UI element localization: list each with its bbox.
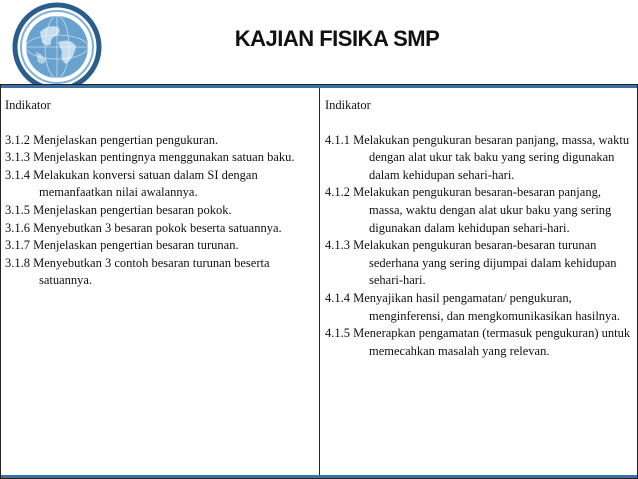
indicator-text: Menjelaskan pengertian besaran turunan. <box>33 238 239 253</box>
indicator-item <box>5 167 315 202</box>
indicator-text: Menjelaskan pengertian pengukuran. <box>33 132 219 147</box>
indicator-item <box>325 290 631 325</box>
indicator-item <box>5 237 315 255</box>
right-column-header: Indikator <box>325 98 371 112</box>
indicator-number: 3.1.3 <box>5 150 30 165</box>
slide-header <box>0 0 638 84</box>
indicator-item <box>5 220 315 238</box>
right-indicator-list <box>325 132 631 361</box>
indicator-number: 3.1.7 <box>5 238 30 253</box>
indicator-item <box>5 149 315 167</box>
left-column-header: Indikator <box>5 98 51 112</box>
indicator-item <box>325 184 631 237</box>
indicator-number: 3.1.5 <box>5 202 30 217</box>
bottom-accent-band <box>1 475 637 478</box>
indicator-number: 4.1.3 <box>325 238 350 253</box>
indicator-number: 4.1.1 <box>325 132 350 147</box>
indicator-number: 3.1.6 <box>5 220 30 235</box>
column-divider <box>319 88 320 475</box>
page-title: KAJIAN FISIKA SMP <box>234 26 440 51</box>
indicator-text: Menyajikan hasil pengamatan/ pengukuran, menginferensi, dan mengkomunikasikan hasilnya. <box>353 290 620 323</box>
indicator-item <box>325 325 631 360</box>
indicator-item <box>5 202 315 220</box>
indicator-table <box>0 84 638 479</box>
indicator-text: Melakukan pengukuran besaran-besaran panjang, massa, waktu dengan alat ukur baku yang sering digunakan dalam kehidupan sehari-hari. <box>353 185 612 235</box>
left-indicator-list <box>5 132 315 290</box>
indicator-number: 3.1.8 <box>5 255 30 270</box>
indicator-item <box>5 255 315 290</box>
left-column <box>5 97 315 290</box>
indicator-text: Menyebutkan 3 besaran pokok beserta satuannya. <box>33 220 282 235</box>
indicator-text: Melakukan konversi satuan dalam SI dengan memanfaatkan nilai awalannya. <box>33 167 258 200</box>
indicator-number: 3.1.4 <box>5 167 30 182</box>
indicator-item <box>5 132 315 150</box>
right-column <box>325 97 631 360</box>
indicator-text: Menerapkan pengamatan (termasuk pengukuran) untuk memecahkan masalah yang relevan. <box>353 326 631 358</box>
indicator-number: 4.1.2 <box>325 185 350 200</box>
indicator-text: Melakukan pengukuran besaran-besaran turunan sederhana yang sering dijumpai dalam kehidupan sehari-hari. <box>353 238 617 288</box>
indicator-text: Menjelaskan pengertian besaran pokok. <box>33 202 232 217</box>
indicator-number: 4.1.5 <box>325 326 350 341</box>
indicator-item <box>325 237 631 290</box>
indicator-item <box>325 132 631 185</box>
indicator-number: 4.1.4 <box>325 290 350 305</box>
indicator-number: 3.1.2 <box>5 132 30 147</box>
indicator-text: Menjelaskan pentingnya menggunakan satuan baku. <box>33 150 295 165</box>
indicator-text: Melakukan pengukuran besaran panjang, massa, waktu dengan alat ukur tak baku yang sering digunakan dalam kehidupan sehari-hari. <box>353 132 630 182</box>
indicator-text: Menyebutkan 3 contoh besaran turunan beserta satuannya. <box>33 255 270 288</box>
